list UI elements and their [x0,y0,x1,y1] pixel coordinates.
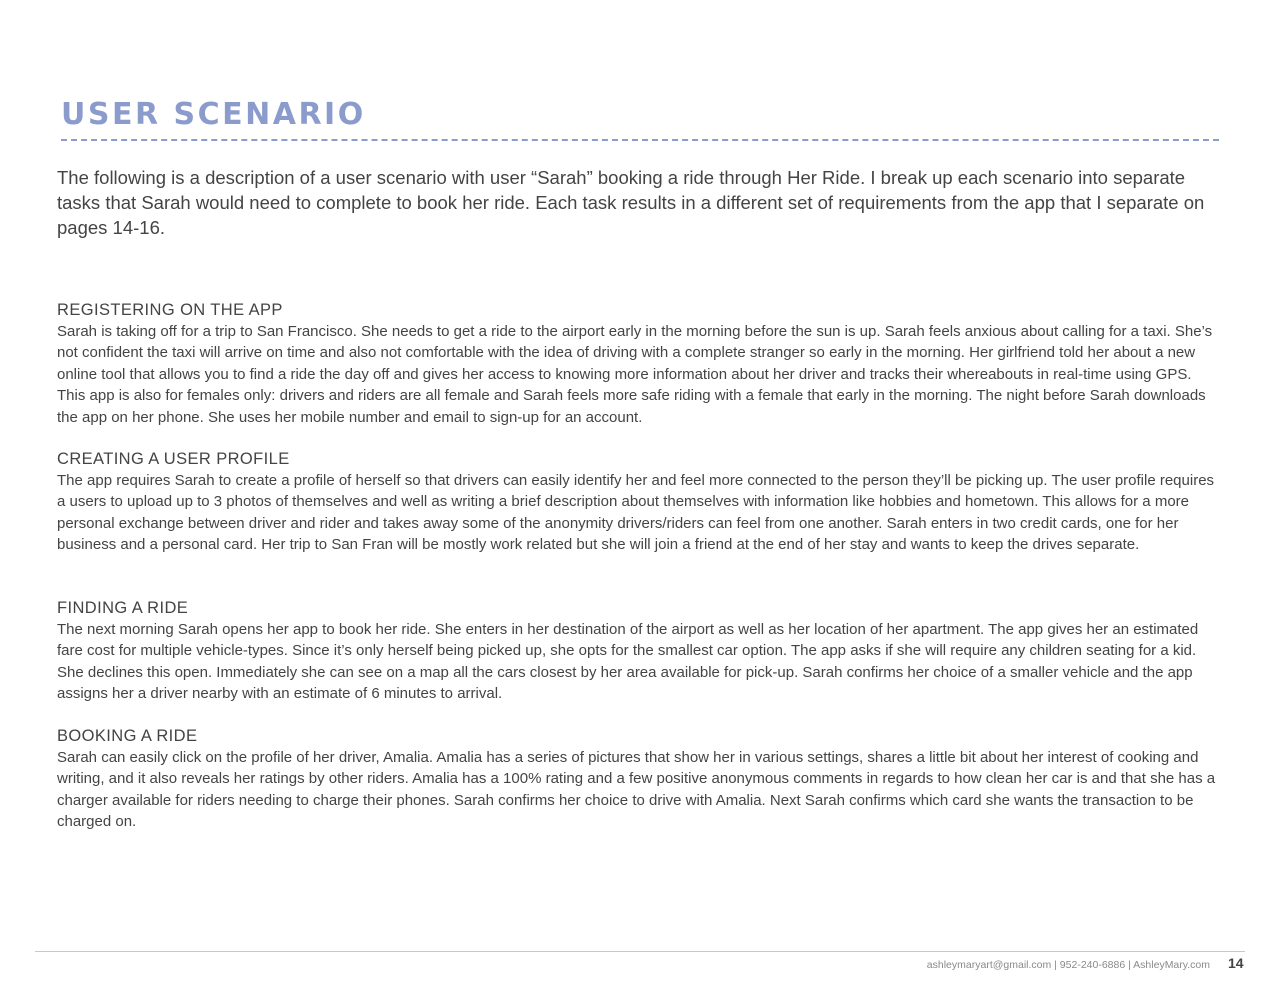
section-body: The next morning Sarah opens her app to book her ride. She enters in her destination of the airport as well as her location of her apartment. The app gives her an estimated fare cost for multiple vehicle-types. Since it’s only herself being picked up, she opts for the smallest car option. The app asks if she will require any children seating for a kid. She declines this open. Immediately she can see on a map all the cars closest by her area available for pick-up. Sarah confirms her choice of a smaller vehicle and the app assigns her a driver nearby with an estimate of 6 minutes to arrival. [57,621,1199,703]
section-heading: FINDING A RIDE [57,599,189,617]
footer-contact: ashleymaryart@gmail.com | 952-240-6886 | AshleyMary.com [926,959,1210,971]
section-heading: REGISTERING ON THE APP [57,301,283,319]
section-body: The app requires Sarah to create a profile of herself so that drivers can easily identify her and feel more connected to the person they’ll be picking up. The user profile requires a users to upload up to 3 photos of themselves and well as writing a brief description about themselves with information like hobbies and hometown. This allows for a more personal exchange between driver and rider and takes away some of the anonymity drivers/riders can feel from one another. Sarah enters in two credit cards, one for her business and a personal card. Her trip to San Fran will be mostly work related but she will join a friend at the end of her stay and wants to keep the drives separate. [57,472,1215,554]
section-finding-ride [57,598,1222,705]
section-registering [57,300,1222,428]
title-dashed-divider [61,139,1219,141]
section-heading: CREATING A USER PROFILE [57,450,290,468]
section-body: Sarah can easily click on the profile of her driver, Amalia. Amalia has a series of pictures that show her in various settings, shares a little bit about her interest of cooking and writing, and it also reveals her ratings by other riders. Amalia has a 100% rating and a few positive anonymous comments in regards to how clean her car is and that she has a charger available for riders needing to charge their phones. Sarah confirms her choice to drive with Amalia. Next Sarah confirms which card she wants the transaction to be charged on. [57,749,1216,831]
section-heading: BOOKING A RIDE [57,727,198,745]
page-number: 14 [1228,955,1244,971]
page-title: USER SCENARIO [61,97,366,132]
section-booking-ride [57,726,1222,833]
section-body: Sarah is taking off for a trip to San Francisco. She needs to get a ride to the airport early in the morning before the sun is up. Sarah feels anxious about calling for a taxi. She’s not confident the taxi will arrive on time and also not comfortable with the idea of driving with a complete stranger so early in the morning. Her girlfriend told her about a new online tool that allows you to find a ride the day off and gives her access to knowing more information about her driver and tracks their whereabouts in real-time using GPS. This app is also for females only: drivers and riders are all female and Sarah feels more safe riding with a female that early in the morning. The night before Sarah downloads the app on her phone. She uses her mobile number and email to sign-up for an account. [57,323,1213,426]
footer-divider [35,951,1245,952]
section-creating-profile [57,449,1222,556]
intro-paragraph: The following is a description of a user scenario with user “Sarah” booking a ride through Her Ride. I break up each scenario into separate tasks that Sarah would need to complete to book her ride. Each task results in a different set of requirements from the app that I separate on pages 14-16. [57,167,1205,238]
